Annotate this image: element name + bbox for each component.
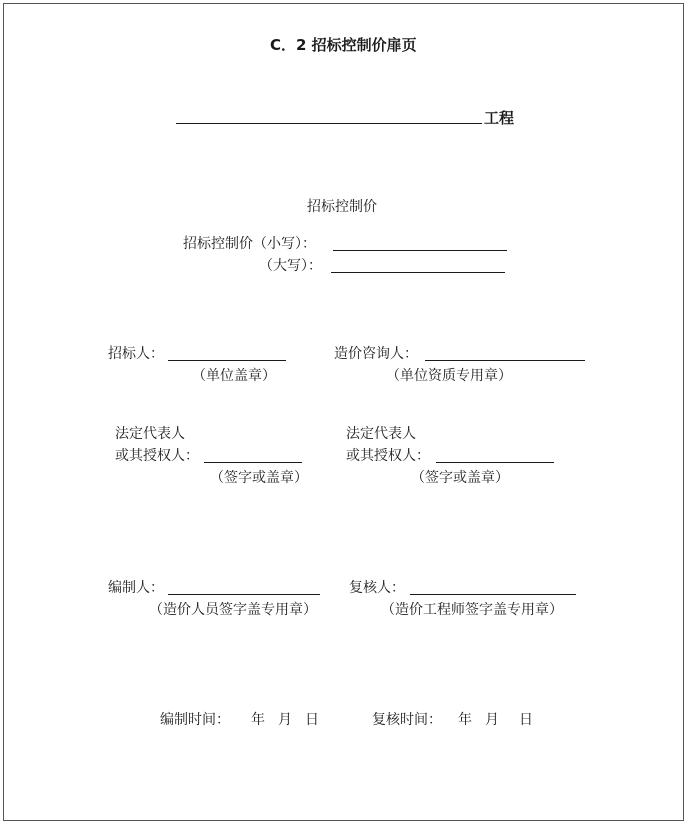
price-big-label: （大写）： [259, 258, 322, 274]
legal-rep-left-note: （签字或盖章） [210, 470, 308, 486]
compile-date-month[interactable]: 月 [278, 712, 292, 728]
consultant-note: （单位资质专用章） [386, 368, 512, 384]
legal-rep-right-line1: 法定代表人 [346, 426, 416, 442]
compile-date-day[interactable]: 日 [305, 712, 319, 728]
consultant-label: 造价咨询人： [334, 346, 418, 362]
reviewer-note: （造价工程师签字盖专用章） [381, 602, 563, 618]
page-frame [3, 3, 684, 821]
tenderer-note: （单位盖章） [192, 368, 276, 384]
legal-rep-right-line[interactable] [436, 462, 554, 463]
legal-rep-left-line1: 法定代表人 [115, 426, 185, 442]
compile-date-year[interactable]: 年 [251, 712, 265, 728]
document-title: C．2 招标控制价扉页 [270, 36, 417, 54]
legal-rep-left-line[interactable] [204, 462, 302, 463]
reviewer-line[interactable] [410, 594, 576, 595]
price-small-label: 招标控制价（小写）： [183, 236, 316, 252]
consultant-line[interactable] [425, 360, 585, 361]
price-small-line[interactable] [333, 250, 507, 251]
compiler-line[interactable] [168, 594, 320, 595]
section-heading: 招标控制价 [307, 199, 377, 215]
legal-rep-left-line2: 或其授权人： [115, 448, 199, 464]
compile-date-label: 编制时间： [160, 712, 230, 728]
price-big-line[interactable] [331, 272, 505, 273]
review-date-day[interactable]: 日 [519, 712, 533, 728]
tenderer-line[interactable] [168, 360, 286, 361]
review-date-month[interactable]: 月 [485, 712, 499, 728]
compiler-note: （造价人员签字盖专用章） [149, 602, 317, 618]
legal-rep-right-line2: 或其授权人： [346, 448, 430, 464]
review-date-year[interactable]: 年 [458, 712, 472, 728]
tenderer-label: 招标人： [108, 346, 164, 362]
project-name-line[interactable] [176, 123, 482, 124]
review-date-label: 复核时间： [372, 712, 442, 728]
reviewer-label: 复核人： [349, 580, 405, 596]
project-suffix: 工程 [484, 109, 515, 127]
legal-rep-right-note: （签字或盖章） [411, 470, 509, 486]
compiler-label: 编制人： [108, 580, 164, 596]
